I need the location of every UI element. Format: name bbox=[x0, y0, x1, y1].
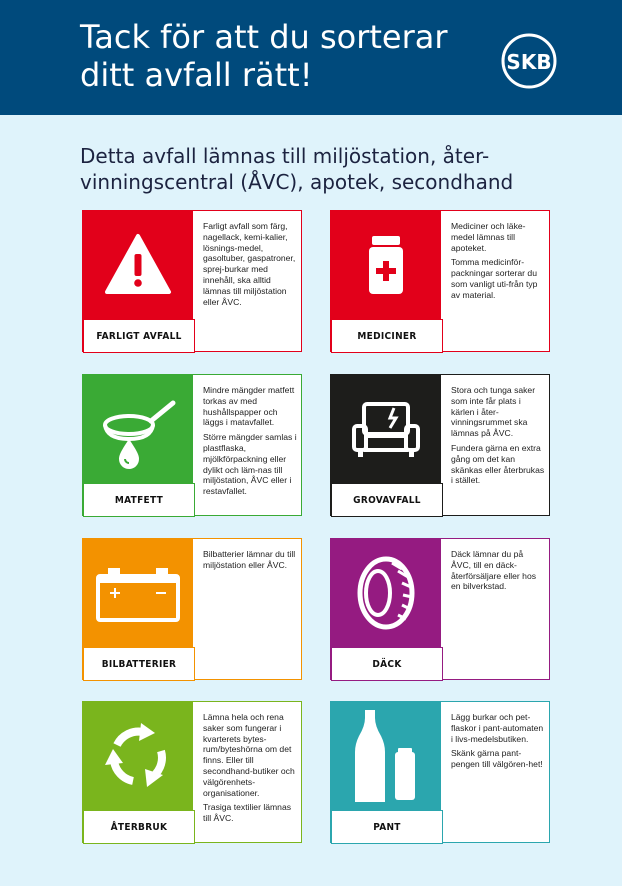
skb-logo bbox=[500, 32, 558, 90]
card-dack bbox=[330, 538, 550, 680]
card-text bbox=[203, 712, 297, 828]
card-label: FARLIGT AVFALL bbox=[83, 319, 195, 353]
tile bbox=[331, 702, 441, 842]
tire-icon bbox=[356, 555, 416, 631]
tile-art bbox=[83, 702, 193, 810]
card-label: PANT bbox=[331, 810, 443, 844]
tile bbox=[83, 702, 193, 842]
card-text bbox=[451, 385, 545, 490]
card-text bbox=[203, 549, 297, 575]
card-grovavfall bbox=[330, 374, 550, 516]
section-heading-line-1: Detta avfall lämnas till miljöstation, åter- bbox=[80, 144, 490, 168]
tile-art bbox=[331, 702, 441, 810]
card-label: GROVAVFALL bbox=[331, 483, 443, 517]
card-pant bbox=[330, 701, 550, 843]
section-heading bbox=[80, 143, 580, 195]
section-heading-line-2: vinningscentral (ÅVC), apotek, secondhand bbox=[80, 170, 514, 194]
tile-art bbox=[83, 211, 193, 319]
tile-art bbox=[331, 211, 441, 319]
title-line-2: ditt avfall rätt! bbox=[80, 56, 313, 94]
card-label: MEDICINER bbox=[331, 319, 443, 353]
card-text bbox=[203, 221, 297, 311]
card-paragraph: Däck lämnar du på ÅVC, till en däck-återförsäljare eller hos en bilverkstad. bbox=[451, 549, 537, 592]
tile bbox=[331, 375, 441, 515]
card-paragraph: Lämna hela och rena saker som fungerar i kvarterets bytes-rum/byteshörna om det finns. Eller till secondhand-butiker och välgörenhets-organisationer. bbox=[203, 712, 295, 798]
card-label: BILBATTERIER bbox=[83, 647, 195, 681]
card-text bbox=[451, 221, 545, 305]
card-label: DÄCK bbox=[331, 647, 443, 681]
card-mediciner bbox=[330, 210, 550, 352]
tile-art bbox=[83, 539, 193, 647]
reuse-arrows-icon bbox=[103, 721, 173, 791]
card-bilbatterier bbox=[82, 538, 302, 680]
armchair-icon bbox=[350, 398, 422, 460]
card-matfett bbox=[82, 374, 302, 516]
card-paragraph: Skänk gärna pant-pengen till välgören-het! bbox=[451, 748, 543, 770]
page-title bbox=[80, 18, 448, 94]
card-paragraph: Trasiga textilier lämnas till ÅVC. bbox=[203, 802, 292, 824]
warning-triangle-icon bbox=[103, 232, 173, 298]
card-paragraph: Mindre mängder matfett torkas av med hushållspapper och läggs i matavfallet. bbox=[203, 385, 295, 428]
frying-pan-icon bbox=[99, 389, 177, 469]
tile bbox=[83, 211, 193, 351]
card-farligt-avfall bbox=[82, 210, 302, 352]
tile-art bbox=[331, 539, 441, 647]
card-paragraph: Mediciner och läke-medel lämnas till apoteket. bbox=[451, 221, 526, 253]
card-paragraph: Stora och tunga saker som inte får plats i kärlen i åter-vinningsrummet ska lämnas på ÅVC. bbox=[451, 385, 536, 439]
medicine-bottle-icon bbox=[366, 234, 406, 296]
title-line-1: Tack för att du sorterar bbox=[80, 18, 448, 56]
card-label: MATFETT bbox=[83, 483, 195, 517]
card-paragraph: Farligt avfall som färg, nagellack, kemi-kalier, lösnings-medel, gasoltuber, gaspatroner, sprej-burkar med innehåll, ska alltid lämnas till miljöstation eller ÅVC. bbox=[203, 221, 296, 307]
tile-art bbox=[331, 375, 441, 483]
card-paragraph: Större mängder samlas i plastflaska, mjölkförpackning eller dylikt och läm-nas till miljöstation, ÅVC eller i restavfallet. bbox=[203, 432, 297, 497]
tile-art bbox=[83, 375, 193, 483]
bottle-can-icon bbox=[351, 706, 421, 806]
tile bbox=[83, 539, 193, 679]
tile bbox=[331, 539, 441, 679]
card-paragraph: Lägg burkar och pet-flaskor i pant-automaten i livs-medelsbutiken. bbox=[451, 712, 544, 744]
card-paragraph: Fundera gärna en extra gång om det kan skänkas eller återbrukas i stället. bbox=[451, 442, 545, 486]
header-banner bbox=[0, 0, 622, 115]
card-aterbruk bbox=[82, 701, 302, 843]
tile bbox=[331, 211, 441, 351]
card-text bbox=[451, 712, 545, 774]
card-paragraph: Bilbatterier lämnar du till miljöstation eller ÅVC. bbox=[203, 549, 296, 570]
tile bbox=[83, 375, 193, 515]
car-battery-icon bbox=[96, 562, 180, 624]
logo-text: SKB bbox=[506, 50, 552, 74]
card-text bbox=[203, 385, 297, 501]
card-paragraph: Tomma medicinför-packningar sorterar du som vanligt uti-från typ av material. bbox=[451, 257, 538, 300]
card-label: ÅTERBRUK bbox=[83, 810, 195, 844]
card-text bbox=[451, 549, 545, 596]
